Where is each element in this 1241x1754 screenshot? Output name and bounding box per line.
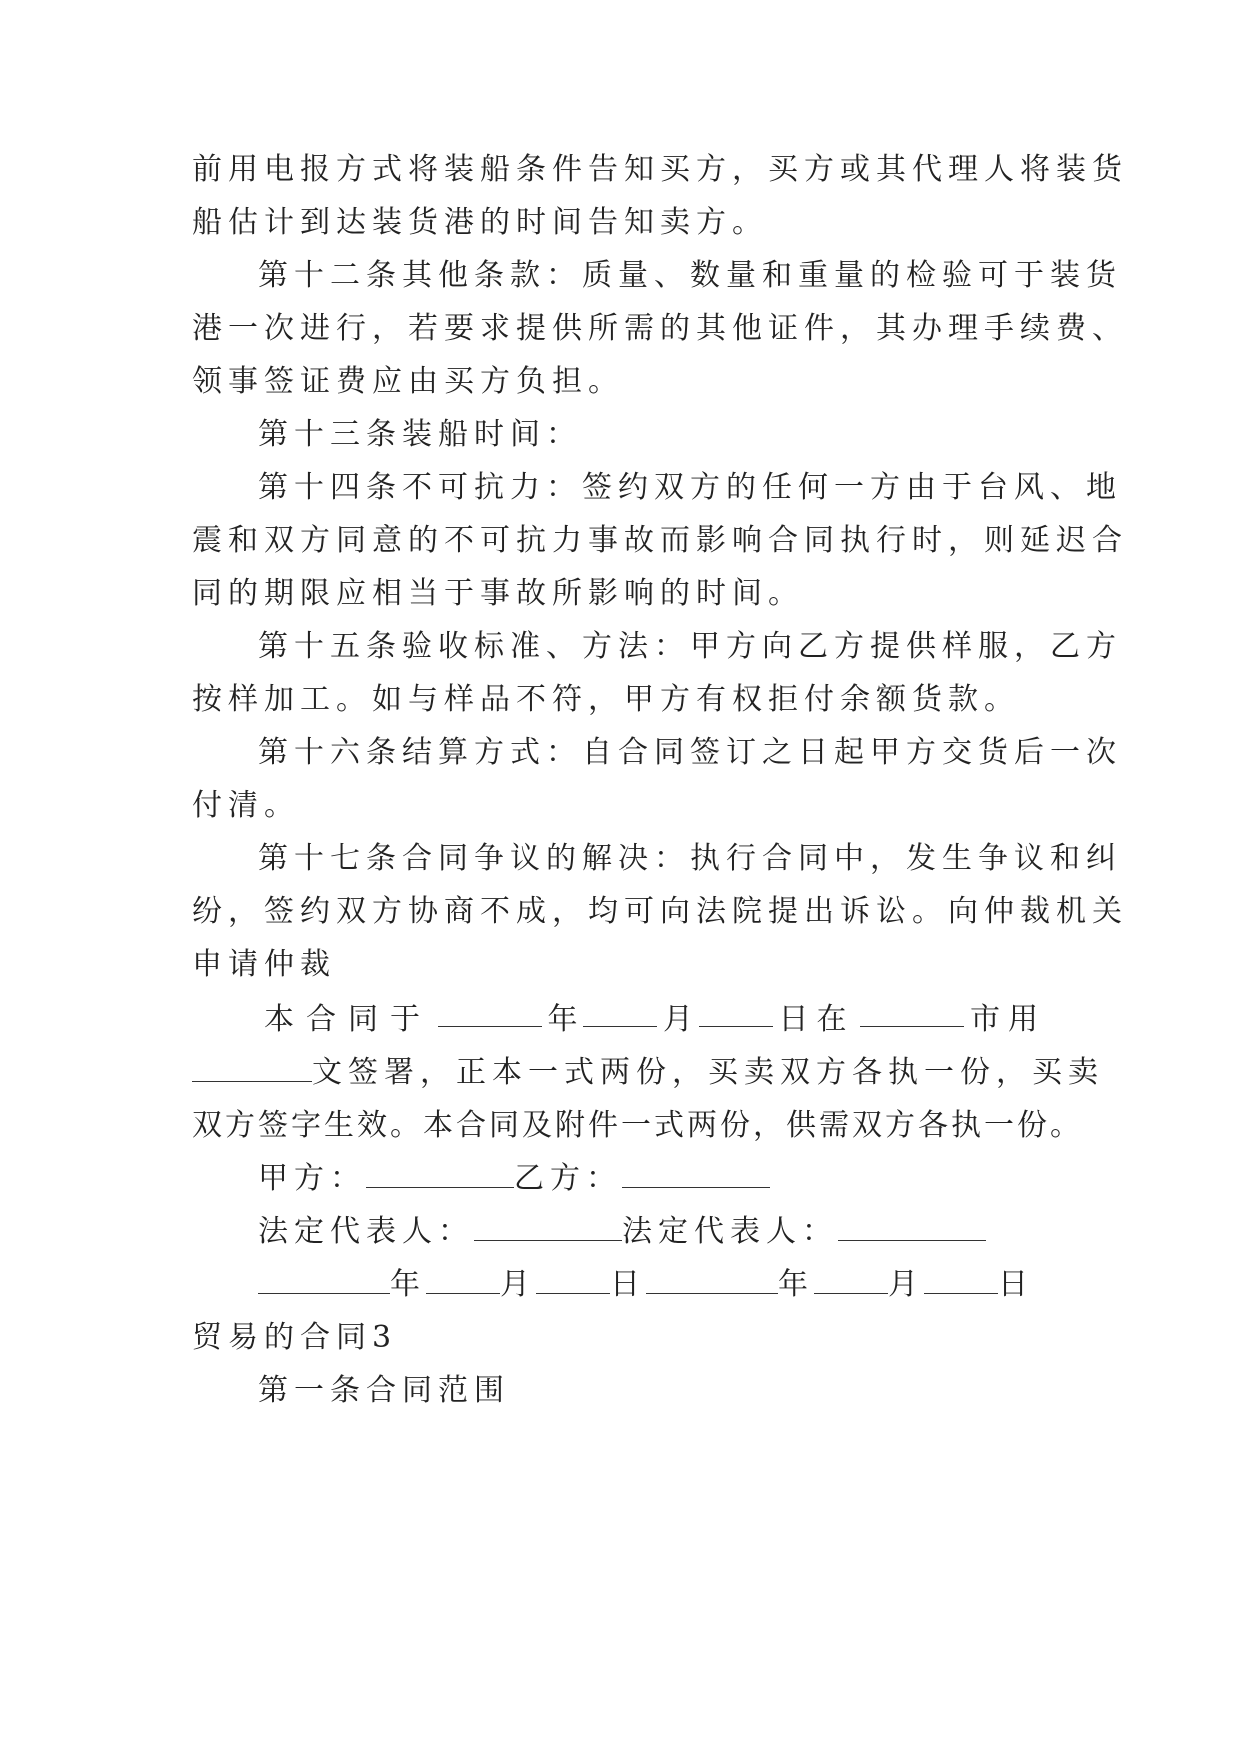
article-16-line-1: 第十六条结算方式：自合同签订之日起甲方交货后一次 [258,735,1122,770]
article-12-line-2: 港一次进行，若要求提供所需的其他证件，其办理手续费、 [192,311,1128,346]
signing-city-blank [860,1000,964,1027]
rep-a-label: 法定代表人： [258,1214,474,1249]
date-b-day-label: 日 [998,1267,1034,1302]
signing-prefix: 本合同于 [264,1002,432,1037]
signing-city-label: 市用 [970,1002,1046,1037]
rep-b-label: 法定代表人： [622,1214,838,1249]
article-17-line-3: 申请仲裁 [192,947,336,982]
date-row [258,1265,1034,1305]
rep-b-blank [838,1214,986,1241]
article-15-line-1: 第十五条验收标准、方法：甲方向乙方提供样服，乙方 [258,629,1122,664]
signing-year-label: 年 [547,1002,578,1037]
date-a-month-blank [426,1267,500,1294]
date-b-month-blank [814,1267,888,1294]
rep-a-blank [474,1214,622,1241]
signing-day-at-label: 日在 [778,1002,855,1037]
signing-day-blank [699,1000,773,1027]
body-line-1: 前用电报方式将装船条件告知买方，买方或其代理人将装货 [192,152,1128,187]
article-12-line-3: 领事签证费应由买方负担。 [192,364,624,399]
date-b-day-blank [924,1267,998,1294]
signing-line-1 [264,1000,1046,1040]
date-b-year-blank [646,1267,778,1294]
signing-line-2 [192,1053,1104,1093]
article-14-line-2: 震和双方同意的不可抗力事故而影响合同执行时，则延迟合 [192,523,1128,558]
signing-line-2-text: 文签署，正本一式两份，买卖双方各执一份，买卖 [312,1055,1104,1090]
article-17-line-2: 纷，签约双方协商不成，均可向法院提出诉讼。向仲裁机关 [192,894,1128,929]
party-b-blank [622,1161,770,1188]
party-a-blank [366,1161,514,1188]
article-13: 第十三条装船时间： [258,417,582,452]
signing-year-blank [438,1000,542,1027]
date-a-year-label: 年 [390,1267,426,1302]
date-b-year-label: 年 [778,1267,814,1302]
signing-month-blank [583,1000,657,1027]
signing-line-3: 双方签字生效。本合同及附件一式两份，供需双方各执一份。 [192,1108,1083,1143]
article-15-line-2: 按样加工。如与样品不符，甲方有权拒付余额货款。 [192,682,1020,717]
article-12-line-1: 第十二条其他条款：质量、数量和重量的检验可于装货 [258,258,1122,293]
date-a-day-blank [536,1267,610,1294]
next-contract-title: 贸易的合同3 [192,1320,398,1355]
representative-row [258,1212,986,1252]
article-16-line-2: 付清。 [192,788,300,823]
party-row [258,1159,770,1199]
first-article: 第一条合同范围 [258,1373,510,1408]
body-line-2: 船估计到达装货港的时间告知卖方。 [192,205,768,240]
article-17-line-1: 第十七条合同争议的解决：执行合同中，发生争议和纠 [258,841,1122,876]
article-14-line-3: 同的期限应相当于事故所影响的时间。 [192,576,804,611]
date-a-day-label: 日 [610,1267,646,1302]
date-b-month-label: 月 [888,1267,924,1302]
party-a-label: 甲方： [258,1161,366,1196]
signing-month-label: 月 [663,1002,693,1037]
article-14-line-1: 第十四条不可抗力：签约双方的任何一方由于台风、地 [258,470,1122,505]
date-a-year-blank [258,1267,390,1294]
party-b-label: 乙方： [514,1161,622,1196]
signing-language-blank [192,1055,312,1082]
date-a-month-label: 月 [500,1267,536,1302]
